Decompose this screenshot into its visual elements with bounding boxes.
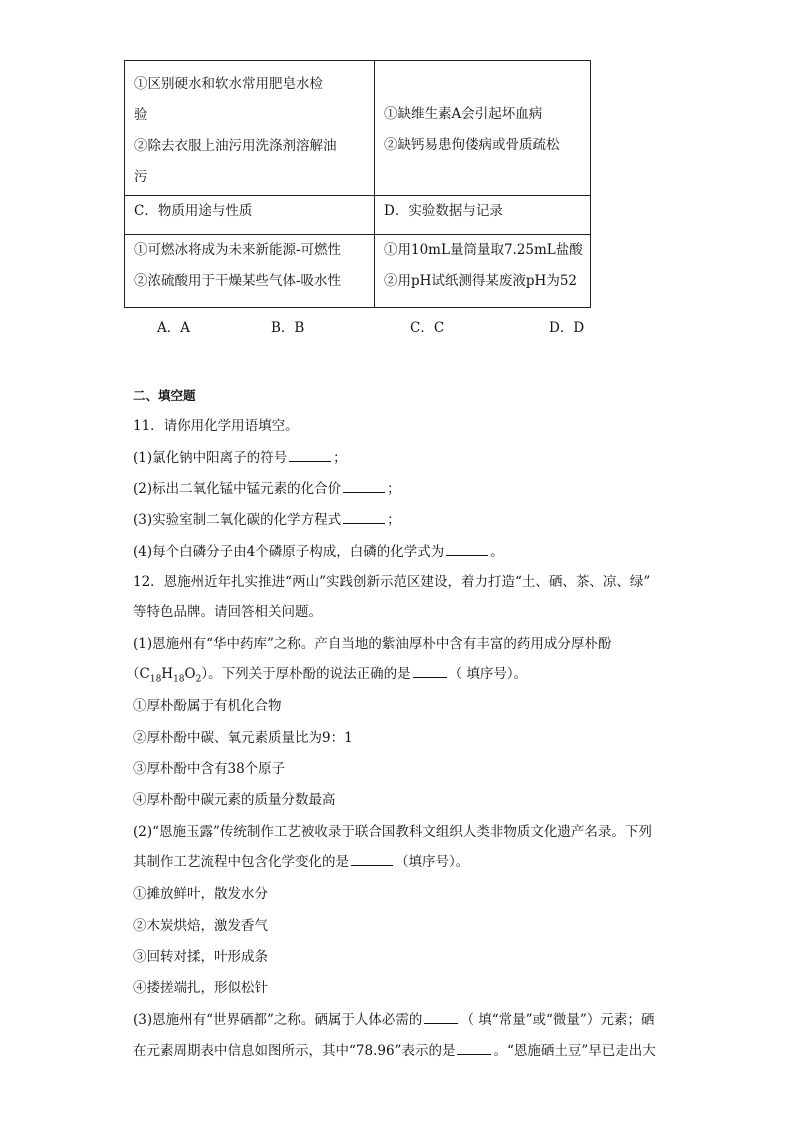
question-11-item: (3)实验室制二氧化碳的化学方程式 ； xyxy=(133,508,401,528)
answer-blank[interactable] xyxy=(424,1009,458,1024)
cell-line: ①可燃冰将成为未来新能源-可燃性 xyxy=(134,242,342,258)
question-12-stem: 等特色品牌。请回答相关问题。 xyxy=(133,604,322,620)
table-row xyxy=(125,235,591,308)
comparison-table xyxy=(124,60,591,308)
question-12-part3: 在元素周期表中信息如图所示，其中“78.96”表示的是 。“恩施硒土豆”早已走出大 xyxy=(133,1039,656,1059)
list-item: ④搂搓端扎，形似松针 xyxy=(133,980,268,996)
option-b[interactable]: B．B xyxy=(271,320,305,336)
table-row xyxy=(125,61,591,196)
question-11-item: (4)每个白磷分子由4个磷原子构成，白磷的化学式为 。 xyxy=(133,540,504,560)
cell-line: 污 xyxy=(134,169,148,185)
list-item: ④厚朴酚中碳元素的质量分数最高 xyxy=(133,792,336,808)
question-12-part3: (3)恩施州有“世界硒都”之称。硒属于人体必需的 （ 填“常量”或“微量”）元素；硒 xyxy=(133,1008,654,1028)
list-item: ①摊放鲜叶，散发水分 xyxy=(133,886,268,902)
list-item: ②厚朴酚中碳、氧元素质量比为9：1 xyxy=(133,730,353,746)
section-title: 二、填空题 xyxy=(133,388,196,403)
option-c[interactable]: C．C xyxy=(410,320,445,336)
cell-line: ②用pH试纸测得某废液pH为52 xyxy=(384,273,578,289)
cell-line: ①用10mL量筒量取7.25mL盐酸 xyxy=(384,242,583,258)
cell-line: ②除去衣服上油污用洗涤剂溶解油 xyxy=(134,138,337,154)
answer-blank[interactable] xyxy=(289,447,331,462)
table-cell-header: D．实验数据与记录 xyxy=(375,196,591,235)
option-a[interactable]: A．A xyxy=(157,320,190,336)
table-cell-header: C．物质用途与性质 xyxy=(125,196,375,235)
option-d[interactable]: D．D xyxy=(549,320,585,336)
list-item: ③厚朴酚中含有38个原子 xyxy=(133,761,286,777)
cell-line: ①区别硬水和软水常用肥皂水检 xyxy=(134,76,323,92)
question-12-part1: $(C_{18}H_{18}O_2)$。下列关于厚朴酚的说法正确的是 （ 填序号）。 xyxy=(126,662,527,685)
table-cell xyxy=(375,235,591,308)
answer-blank[interactable] xyxy=(413,663,447,678)
question-12-stem: 12．恩施州近年扎实推进“两山”实践创新示范区建设，着力打造“土、硒、茶、凉、绿” xyxy=(133,574,651,590)
question-11-item: (2)标出二氧化锰中锰元素的化合价 ； xyxy=(133,477,401,497)
question-12-part2: 其制作工艺流程中包含化学变化的是 （填序号）。 xyxy=(133,850,469,870)
table-cell xyxy=(375,61,591,196)
answer-blank[interactable] xyxy=(343,478,385,493)
answer-blank[interactable] xyxy=(457,1040,491,1055)
list-item: ①厚朴酚属于有机化合物 xyxy=(133,698,282,714)
cell-line: 验 xyxy=(134,107,148,123)
question-11-item: (1)氯化钠中阳离子的符号 ； xyxy=(133,446,347,466)
question-12-part2: (2)“恩施玉露”传统制作工艺被收录于联合国教科文组织人类非物质文化遗产名录。下列 xyxy=(133,824,652,840)
answer-blank[interactable] xyxy=(446,541,488,556)
cell-line: ②浓硫酸用于干燥某些气体-吸水性 xyxy=(134,273,342,289)
cell-line: ①缺维生素A会引起坏血病 xyxy=(384,106,543,122)
question-11-stem: 11．请你用化学用语填空。 xyxy=(133,418,299,434)
answer-blank[interactable] xyxy=(351,851,393,866)
cell-line: ②缺钙易患佝偻病或骨质疏松 xyxy=(384,137,560,153)
table-row xyxy=(125,196,591,235)
list-item: ②木炭烘焙，激发香气 xyxy=(133,918,268,934)
answer-options xyxy=(0,316,794,340)
list-item: ③回转对揉，叶形成条 xyxy=(133,949,268,965)
table-cell xyxy=(125,235,375,308)
answer-blank[interactable] xyxy=(343,509,385,524)
formula: $(C_{18}H_{18}O_2)$ xyxy=(126,666,209,685)
table-cell xyxy=(125,61,375,196)
question-12-part1: (1)恩施州有“华中药库”之称。产自当地的紫油厚朴中含有丰富的药用成分厚朴酚 xyxy=(133,636,612,652)
